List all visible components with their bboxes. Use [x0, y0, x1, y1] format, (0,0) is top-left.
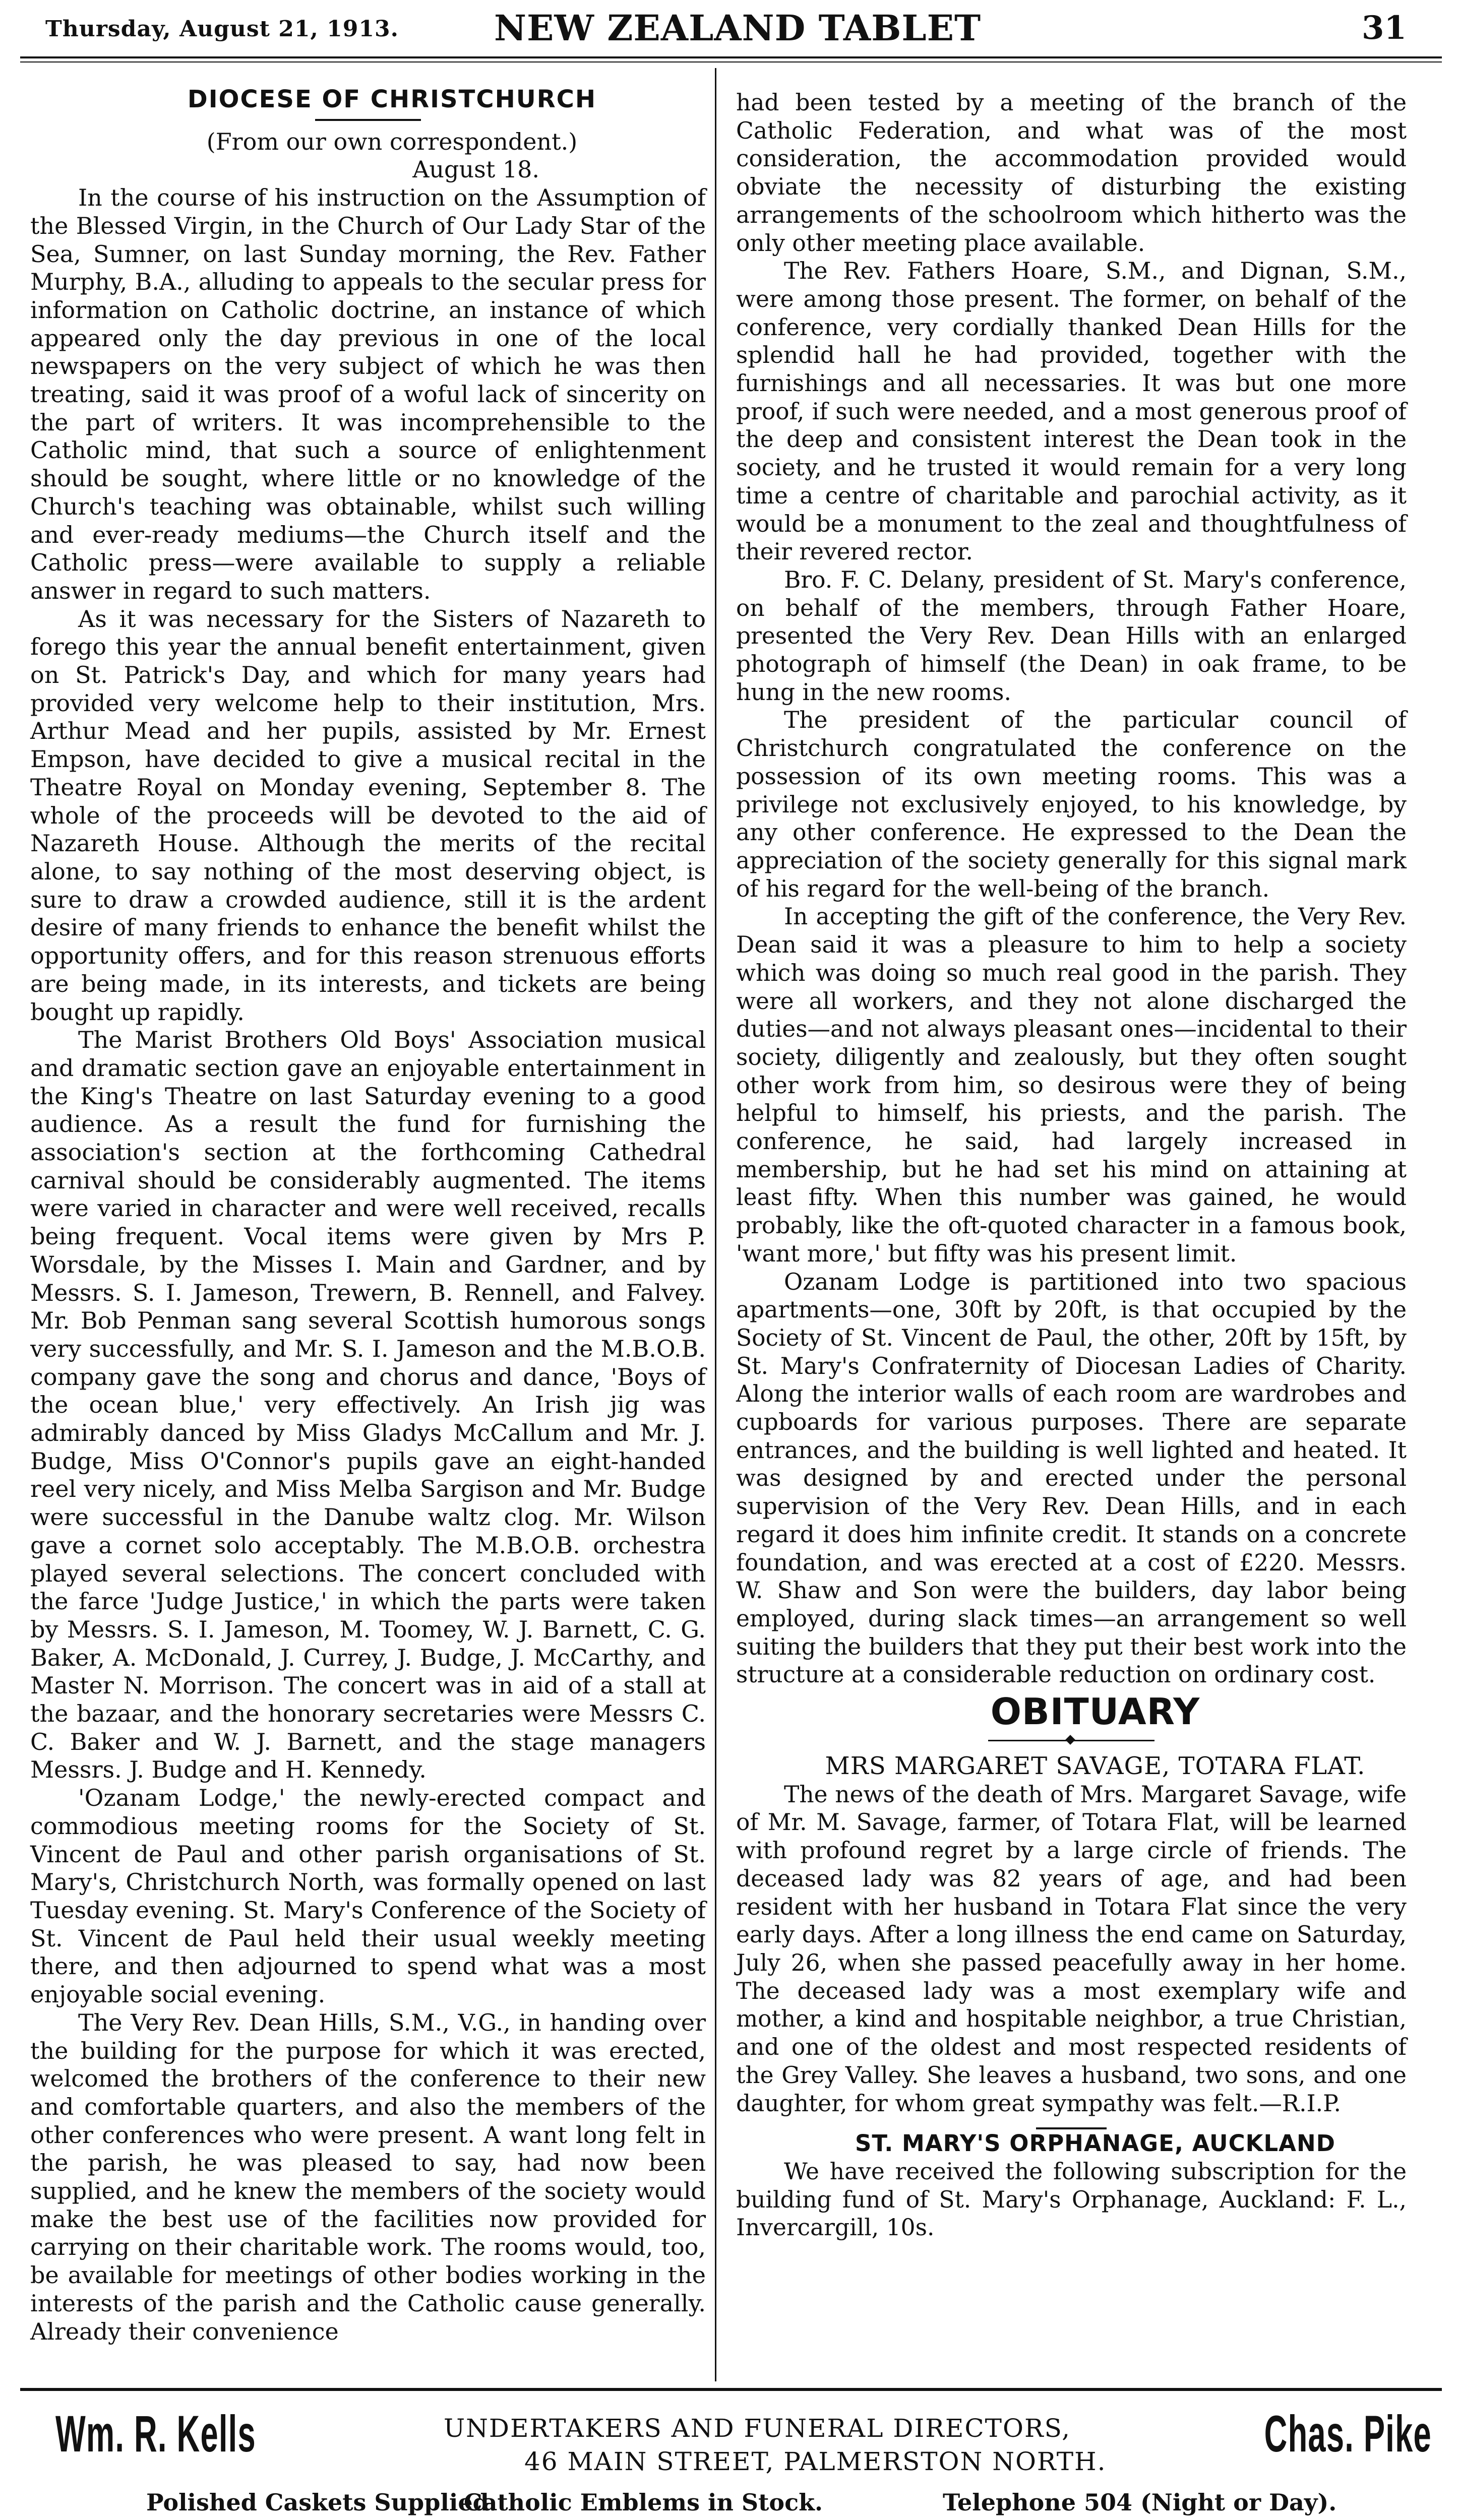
orphanage-text: We have received the following subscription for the building fund of St. Mary's Orphanage, Auckland: F. L., Invercargill, 10s.	[736, 2158, 1407, 2241]
heading-rule	[315, 119, 421, 121]
paragraph: The Marist Brothers Old Boys' Association musical and dramatic section gave an enjoyable entertainment in the King's Theatre on last Saturday evening to a good audience. As a result the fund for furnishing the association's section at the forthcoming Cathedral carnival should be considerably augmented. The items were varied in character and were well received, recalls being frequent. Vocal items were given by Mrs P. Worsdale, by the Misses I. Main and Gardner, and by Messrs. S. I. Jameson, Trewern, B. Rennell, and Falvey. Mr. Bob Penman sang several Scottish humorous songs very successfully, and Mr. S. I. Jameson and the M.B.O.B. company gave the song and chorus and dance, 'Boys of the ocean blue,' very effectively. An Irish jig was admirably danced by Miss Gladys McCallum and Mr. J. Budge, Miss O'Connor's pupils gave an eight-handed reel very nicely, and Miss Melba Sargison and Mr. Budge were successful in the Danube waltz clog. Mr. Wilson gave a cornet solo acceptably. The M.B.O.B. orchestra played several selections. The concert concluded with the farce 'Judge Justice,' in which the parts were taken by Messrs. S. I. Jameson, M. Toomey, W. J. Barnett, C. G. Baker, A. McDonald, J. Currey, J. Budge, J. McCarthy, and Master N. Morrison. The concert was in aid of a stall at the bazaar, and the honorary secretaries were Messrs C. C. Baker and W. J. Barnett, and the stage managers Messrs. J. Budge and H. Kennedy.	[30, 1026, 706, 1784]
advert-top-rule	[20, 2388, 1442, 2391]
advert-line-2: 46 MAIN STREET, PALMERSTON NORTH.	[524, 2447, 1107, 2476]
diamond-ornament-icon	[988, 1736, 1154, 1744]
paragraph: In the course of his instruction on the Assumption of the Blessed Virgin, in the Church of Our Lady Star of the Sea, Sumner, on last Sunday morning, the Rev. Father Murphy, B.A., alluding to appeals to the secular press for information on Catholic doctrine, an instance of which appeared only the day previous in one of the local newspapers on the very subject of which he was then treating, said it was proof of a woful lack of sincerity on the part of writers. It was incomprehensible to the Catholic mind, that such a source of enlightenment should be sought, where little or no knowledge of the Church's teaching was obtainable, whilst such willing and ever-ready mediums—the Church itself and the Catholic press—were available to supply a reliable answer in regard to such matters.	[30, 184, 706, 604]
undertaker-advert	[20, 2391, 1442, 2520]
right-column	[736, 89, 1407, 2242]
paragraph: As it was necessary for the Sisters of Nazareth to forego this year the annual benefit entertainment, given on St. Patrick's Day, and which for many years had provided very welcome help to their institution, Mrs. Arthur Mead and her pupils, assisted by Mr. Ernest Empson, have decided to give a musical recital in the Theatre Royal on Monday evening, September 8. The whole of the proceeds will be devoted to the aid of Nazareth House. Although the merits of the recital alone, to say nothing of the most deserving object, is sure to draw a crowded audience, still it is the ardent desire of many friends to enhance the benefit whilst the opportunity offers, and for this reason strenuous efforts are being made, in its interests, and tickets are being bought up rapidly.	[30, 605, 706, 1026]
header-rule-thin	[20, 61, 1442, 62]
advert-line-1: UNDERTAKERS AND FUNERAL DIRECTORS,	[444, 2414, 1071, 2443]
diocese-heading: DIOCESE OF CHRISTCHURCH	[187, 85, 597, 113]
obituary-subheading: MRS MARGARET SAVAGE, TOTARA FLAT.	[825, 1752, 1366, 1781]
left-column	[30, 86, 706, 2346]
paragraph: In accepting the gift of the conference, the Very Rev. Dean said it was a pleasure to him to help a society which was doing so much real good in the parish. They were all workers, and they not alone discharged the duties—and not always pleasant ones—incidental to their society, diligently and zealously, but they often sought other work from him, so desirous were they of being helpful to himself, his priests, and the parish. The conference, he said, had largely increased in membership, but he had set his mind on attaining at least fifty. When this number was gained, he would probably, like the oft-quoted character in a famous book, 'want more,' but fifty was his present limit.	[736, 903, 1407, 1267]
page-header	[20, 5, 1442, 55]
advert-emblems: Catholic Emblems in Stock.	[464, 2489, 823, 2516]
paragraph: 'Ozanam Lodge,' the newly-erected compact and commodious meeting rooms for the Society of St. Vincent de Paul and other parish organisations of St. Mary's, Christchurch North, was formally opened on last Tuesday evening. St. Mary's Conference of the Society of St. Vincent de Paul held their usual weekly meeting there, and then adjourned to spend what was a most enjoyable social evening.	[30, 1784, 706, 2008]
paragraph: Bro. F. C. Delany, president of St. Mary's conference, on behalf of the members, through Father Hoare, presented the Very Rev. Dean Hills with an enlarged photograph of himself (the Dean) in oak frame, to be hung in the new rooms.	[736, 566, 1407, 706]
paragraph: Ozanam Lodge is partitioned into two spacious apartments—one, 30ft by 20ft, is that occupied by the Society of St. Vincent de Paul, the other, 20ft by 15ft, by St. Mary's Confraternity of Diocesan Ladies of Charity. Along the interior walls of each room are wardrobes and cupboards for various purposes. There are separate entrances, and the building is well lighted and heated. It was designed by and erected under the personal supervision of the Very Rev. Dean Hills, and in each regard it does him infinite credit. It stands on a concrete foundation, and was erected at a cost of £220. Messrs. W. Shaw and Son were the builders, day labor being employed, during slack times—an arrangement so well suiting the builders that they put their best work into the structure at a considerable reduction on ordinary cost.	[736, 1268, 1407, 1688]
paragraph-continued: had been tested by a meeting of the branch of the Catholic Federation, and what was of the most consideration, the accommodation provided would obviate the necessity of disturbing the existing arrangements of the schoolroom which hitherto was the only other meeting place available.	[736, 89, 1407, 257]
paragraph: The Rev. Fathers Hoare, S.M., and Dignan, S.M., were among those present. The former, on behalf of the conference, very cordially thanked Dean Hills for the splendid hall he had provided, together with the furnishings and all necessaries. It was but one more proof, if such were needed, and a most generous proof of the deep and consistent interest the Dean took in the society, and he trusted it would remain for a very long time a centre of charitable and parochial activity, as it would be a monument to the zeal and thoughtfulness of their revered rector.	[736, 258, 1407, 565]
advert-caskets: Polished Caskets Supplied.	[146, 2489, 497, 2516]
correspondent-line: (From our own correspondent.)	[206, 128, 578, 155]
masthead-title: NEW ZEALAND TABLET	[494, 7, 982, 49]
paragraph: The Very Rev. Dean Hills, S.M., V.G., in handing over the building for the purpose for which it was erected, welcomed the brothers of the conference to their new and comfortable quarters, and also the members of the other conferences who were present. A want long felt in the parish, he was pleased to say, had now been supplied, and he knew the members of the society would make the best use of the facilities now provided for carrying on their charitable work. The rooms would, too, be available for meetings of other bodies working in the interests of the parish and the Catholic cause generally. Already their convenience	[30, 2008, 706, 2345]
obituary-text: The news of the death of Mrs. Margaret Savage, wife of Mr. M. Savage, farmer, of Totara Flat, will be learned with profound regret by a large circle of friends. The deceased lady was 82 years of age, and had been resident with her husband in Totara Flat since the very early days. After a long illness the end came on Saturday, July 26, when she passed peacefully away in her home. The deceased lady was a most exemplary wife and mother, a kind and hospitable neighbor, a true Christian, and one of the oldest and most respected residents of the Grey Valley. She leaves a husband, two sons, and one daughter, for whom great sympathy was felt.—R.I.P.	[736, 1781, 1407, 2117]
orphanage-heading: ST. MARY'S ORPHANAGE, AUCKLAND	[855, 2130, 1335, 2157]
obituary-heading: OBITUARY	[990, 1690, 1200, 1733]
advert-right-name: Chas. Pike	[1264, 2405, 1432, 2463]
column-divider	[715, 68, 716, 2381]
paragraph: The president of the particular council of Christchurch congratulated the conference on the possession of its own meeting rooms. This was a privilege not exclusively enjoyed, to his knowledge, by any other conference. He expressed to the Dean the appreciation of the society generally for this signal mark of his regard for the well-being of the branch.	[736, 707, 1407, 902]
header-rule	[20, 56, 1442, 58]
page-number: 31	[1361, 9, 1407, 47]
issue-date: Thursday, August 21, 1913.	[45, 16, 399, 42]
dateline: August 18.	[412, 156, 539, 183]
advert-left-name: Wm. R. Kells	[55, 2405, 256, 2463]
advert-telephone: Telephone 504 (Night or Day).	[943, 2489, 1337, 2516]
